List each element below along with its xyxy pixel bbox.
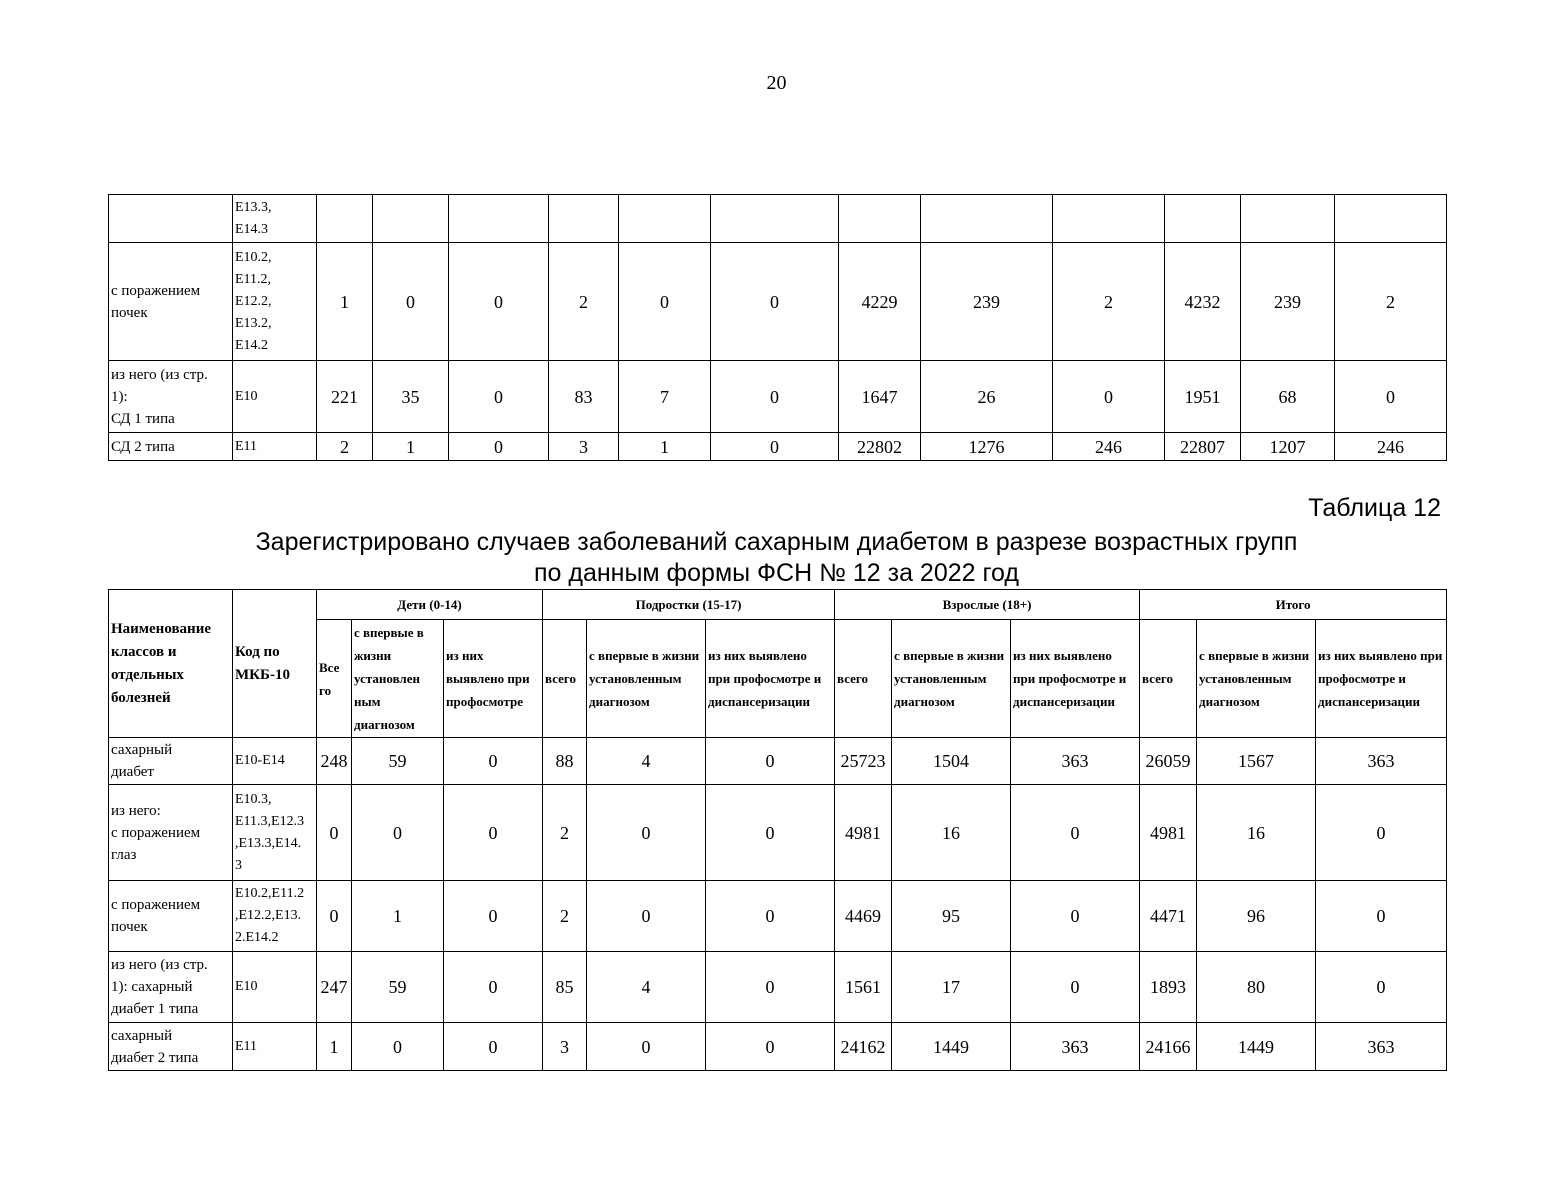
disease-name-cell: с поражением почек bbox=[109, 243, 233, 361]
value-cell: 1449 bbox=[892, 1023, 1011, 1071]
value-cell: 0 bbox=[352, 1023, 444, 1071]
top-table-row bbox=[109, 243, 1447, 361]
value-cell: 0 bbox=[444, 785, 543, 881]
header-sub-2-2: из них выявлено при профосмотре и диспансеризации bbox=[1316, 620, 1447, 738]
value-cell: 2 bbox=[1335, 243, 1447, 361]
value-cell: 59 bbox=[352, 952, 444, 1023]
icd-code-cell: E10 bbox=[233, 361, 317, 433]
value-cell: 0 bbox=[449, 433, 549, 461]
value-cell: 0 bbox=[444, 881, 543, 952]
value-cell: 3 bbox=[549, 433, 619, 461]
value-cell bbox=[1165, 195, 1241, 243]
value-cell: 4 bbox=[587, 738, 706, 785]
value-cell: 0 bbox=[619, 243, 711, 361]
value-cell: 4471 bbox=[1140, 881, 1197, 952]
header-group-total: Итого bbox=[1140, 590, 1447, 620]
value-cell: 96 bbox=[1197, 881, 1316, 952]
header-disease-name: Наименование классов и отдельных болезней bbox=[109, 590, 233, 738]
value-cell: 2 bbox=[549, 243, 619, 361]
header-sub-0-1: с впервые в жизни установленным диагнозом bbox=[587, 620, 706, 738]
bottom-table-row bbox=[109, 881, 1447, 952]
value-cell: 3 bbox=[543, 1023, 587, 1071]
value-cell: 1276 bbox=[921, 433, 1053, 461]
value-cell: 22807 bbox=[1165, 433, 1241, 461]
value-cell: 24162 bbox=[835, 1023, 892, 1071]
icd-code-cell: E10-E14 bbox=[233, 738, 317, 785]
value-cell: 4232 bbox=[1165, 243, 1241, 361]
value-cell: 4981 bbox=[1140, 785, 1197, 881]
value-cell: 0 bbox=[1011, 881, 1140, 952]
value-cell: 85 bbox=[543, 952, 587, 1023]
value-cell: 4469 bbox=[835, 881, 892, 952]
value-cell bbox=[921, 195, 1053, 243]
value-cell: 221 bbox=[317, 361, 373, 433]
header-sub-1-1: с впервые в жизни установленным диагнозом bbox=[892, 620, 1011, 738]
table-title-line-2: по данным формы ФСН № 12 за 2022 год bbox=[533, 559, 1020, 587]
value-cell: 0 bbox=[706, 1023, 835, 1071]
value-cell: 0 bbox=[587, 881, 706, 952]
value-cell: 1 bbox=[619, 433, 711, 461]
header-children-sub-2: из них выявлено при профосмотре bbox=[444, 620, 543, 738]
header-children-sub-0: Все го bbox=[317, 620, 352, 738]
value-cell: 1504 bbox=[892, 738, 1011, 785]
icd-code-cell: E10 bbox=[233, 952, 317, 1023]
page-number: 20 bbox=[766, 72, 787, 94]
value-cell: 0 bbox=[1316, 952, 1447, 1023]
disease-name-cell: сахарный диабет bbox=[109, 738, 233, 785]
value-cell: 1951 bbox=[1165, 361, 1241, 433]
value-cell bbox=[1053, 195, 1165, 243]
bottom-table-row bbox=[109, 1023, 1447, 1071]
value-cell: 2 bbox=[1053, 243, 1165, 361]
value-cell: 248 bbox=[317, 738, 352, 785]
value-cell bbox=[373, 195, 449, 243]
value-cell: 0 bbox=[449, 361, 549, 433]
value-cell: 68 bbox=[1241, 361, 1335, 433]
top-table-row bbox=[109, 433, 1447, 461]
table-label: Таблица 12 bbox=[1308, 494, 1441, 522]
value-cell: 26059 bbox=[1140, 738, 1197, 785]
value-cell: 0 bbox=[706, 881, 835, 952]
value-cell: 1567 bbox=[1197, 738, 1316, 785]
value-cell: 0 bbox=[444, 738, 543, 785]
value-cell: 0 bbox=[1053, 361, 1165, 433]
header-sub-2-1: с впервые в жизни установленным диагнозом bbox=[1197, 620, 1316, 738]
value-cell: 1 bbox=[352, 881, 444, 952]
value-cell: 247 bbox=[317, 952, 352, 1023]
value-cell: 239 bbox=[1241, 243, 1335, 361]
value-cell: 59 bbox=[352, 738, 444, 785]
disease-name-cell bbox=[109, 195, 233, 243]
header-group-children: Дети (0-14) bbox=[317, 590, 543, 620]
header-group-teens: Подростки (15-17) bbox=[543, 590, 835, 620]
value-cell: 88 bbox=[543, 738, 587, 785]
top-table bbox=[108, 194, 1447, 461]
value-cell: 2 bbox=[317, 433, 373, 461]
value-cell: 35 bbox=[373, 361, 449, 433]
disease-name-cell: из него (из стр. 1): СД 1 типа bbox=[109, 361, 233, 433]
value-cell: 24166 bbox=[1140, 1023, 1197, 1071]
disease-name-cell: из него (из стр. 1): сахарный диабет 1 типа bbox=[109, 952, 233, 1023]
header-sub-0-2: из них выявлено при профосмотре и диспансеризации bbox=[706, 620, 835, 738]
value-cell: 0 bbox=[444, 952, 543, 1023]
value-cell: 363 bbox=[1011, 738, 1140, 785]
value-cell: 363 bbox=[1316, 738, 1447, 785]
value-cell: 17 bbox=[892, 952, 1011, 1023]
disease-name-cell: сахарный диабет 2 типа bbox=[109, 1023, 233, 1071]
disease-name-cell: СД 2 типа bbox=[109, 433, 233, 461]
value-cell: 1 bbox=[373, 433, 449, 461]
value-cell: 4981 bbox=[835, 785, 892, 881]
header-sub-1-0: всего bbox=[835, 620, 892, 738]
value-cell: 2 bbox=[543, 785, 587, 881]
value-cell: 239 bbox=[921, 243, 1053, 361]
value-cell: 246 bbox=[1335, 433, 1447, 461]
value-cell: 1207 bbox=[1241, 433, 1335, 461]
value-cell: 0 bbox=[711, 243, 839, 361]
value-cell bbox=[619, 195, 711, 243]
value-cell: 0 bbox=[1316, 785, 1447, 881]
table-title-line-1: Зарегистрировано случаев заболеваний сахарным диабетом в разрезе возрастных групп bbox=[255, 528, 1298, 556]
bottom-table-row bbox=[109, 785, 1447, 881]
value-cell: 0 bbox=[1011, 952, 1140, 1023]
value-cell bbox=[317, 195, 373, 243]
value-cell: 0 bbox=[711, 361, 839, 433]
value-cell bbox=[711, 195, 839, 243]
value-cell: 0 bbox=[587, 785, 706, 881]
value-cell: 1449 bbox=[1197, 1023, 1316, 1071]
icd-code-cell: E11 bbox=[233, 433, 317, 461]
value-cell: 0 bbox=[317, 785, 352, 881]
value-cell: 0 bbox=[587, 1023, 706, 1071]
value-cell: 0 bbox=[1011, 785, 1140, 881]
value-cell: 246 bbox=[1053, 433, 1165, 461]
header-icd-code: Код по МКБ-10 bbox=[233, 590, 317, 738]
value-cell: 0 bbox=[317, 881, 352, 952]
value-cell: 0 bbox=[1316, 881, 1447, 952]
disease-name-cell: с поражением почек bbox=[109, 881, 233, 952]
icd-code-cell: E10.2,E11.2 ,E12.2,E13. 2.E14.2 bbox=[233, 881, 317, 952]
value-cell: 0 bbox=[706, 952, 835, 1023]
value-cell: 26 bbox=[921, 361, 1053, 433]
value-cell: 4 bbox=[587, 952, 706, 1023]
value-cell: 0 bbox=[706, 738, 835, 785]
icd-code-cell: E10.2, E11.2, E12.2, E13.2, E14.2 bbox=[233, 243, 317, 361]
value-cell: 2 bbox=[543, 881, 587, 952]
header-sub-0-0: всего bbox=[543, 620, 587, 738]
value-cell bbox=[839, 195, 921, 243]
value-cell: 1 bbox=[317, 1023, 352, 1071]
value-cell: 0 bbox=[711, 433, 839, 461]
value-cell bbox=[549, 195, 619, 243]
value-cell: 1561 bbox=[835, 952, 892, 1023]
value-cell: 0 bbox=[706, 785, 835, 881]
table-title bbox=[0, 527, 1553, 589]
value-cell: 22802 bbox=[839, 433, 921, 461]
value-cell: 363 bbox=[1316, 1023, 1447, 1071]
value-cell: 95 bbox=[892, 881, 1011, 952]
value-cell: 83 bbox=[549, 361, 619, 433]
value-cell: 363 bbox=[1011, 1023, 1140, 1071]
disease-name-cell: из него: с поражением глаз bbox=[109, 785, 233, 881]
value-cell: 0 bbox=[444, 1023, 543, 1071]
icd-code-cell: E13.3, E14.3 bbox=[233, 195, 317, 243]
top-table-row bbox=[109, 361, 1447, 433]
header-sub-1-2: из них выявлено при профосмотре и диспансеризации bbox=[1011, 620, 1140, 738]
value-cell: 16 bbox=[892, 785, 1011, 881]
value-cell: 80 bbox=[1197, 952, 1316, 1023]
value-cell: 0 bbox=[1335, 361, 1447, 433]
icd-code-cell: E11 bbox=[233, 1023, 317, 1071]
top-table-row bbox=[109, 195, 1447, 243]
value-cell: 0 bbox=[449, 243, 549, 361]
value-cell: 7 bbox=[619, 361, 711, 433]
value-cell: 1 bbox=[317, 243, 373, 361]
header-group-adults: Взрослые (18+) bbox=[835, 590, 1140, 620]
value-cell: 0 bbox=[352, 785, 444, 881]
value-cell: 1893 bbox=[1140, 952, 1197, 1023]
value-cell: 25723 bbox=[835, 738, 892, 785]
value-cell bbox=[1241, 195, 1335, 243]
bottom-table-row bbox=[109, 952, 1447, 1023]
header-sub-2-0: всего bbox=[1140, 620, 1197, 738]
icd-code-cell: E10.3, E11.3,E12.3 ,E13.3,E14. 3 bbox=[233, 785, 317, 881]
value-cell: 16 bbox=[1197, 785, 1316, 881]
bottom-table-row bbox=[109, 738, 1447, 785]
value-cell: 0 bbox=[373, 243, 449, 361]
value-cell: 1647 bbox=[839, 361, 921, 433]
header-children-sub-1: с впервые в жизни установлен ным диагнозом bbox=[352, 620, 444, 738]
value-cell: 4229 bbox=[839, 243, 921, 361]
value-cell bbox=[449, 195, 549, 243]
value-cell bbox=[1335, 195, 1447, 243]
bottom-table bbox=[108, 589, 1447, 1071]
